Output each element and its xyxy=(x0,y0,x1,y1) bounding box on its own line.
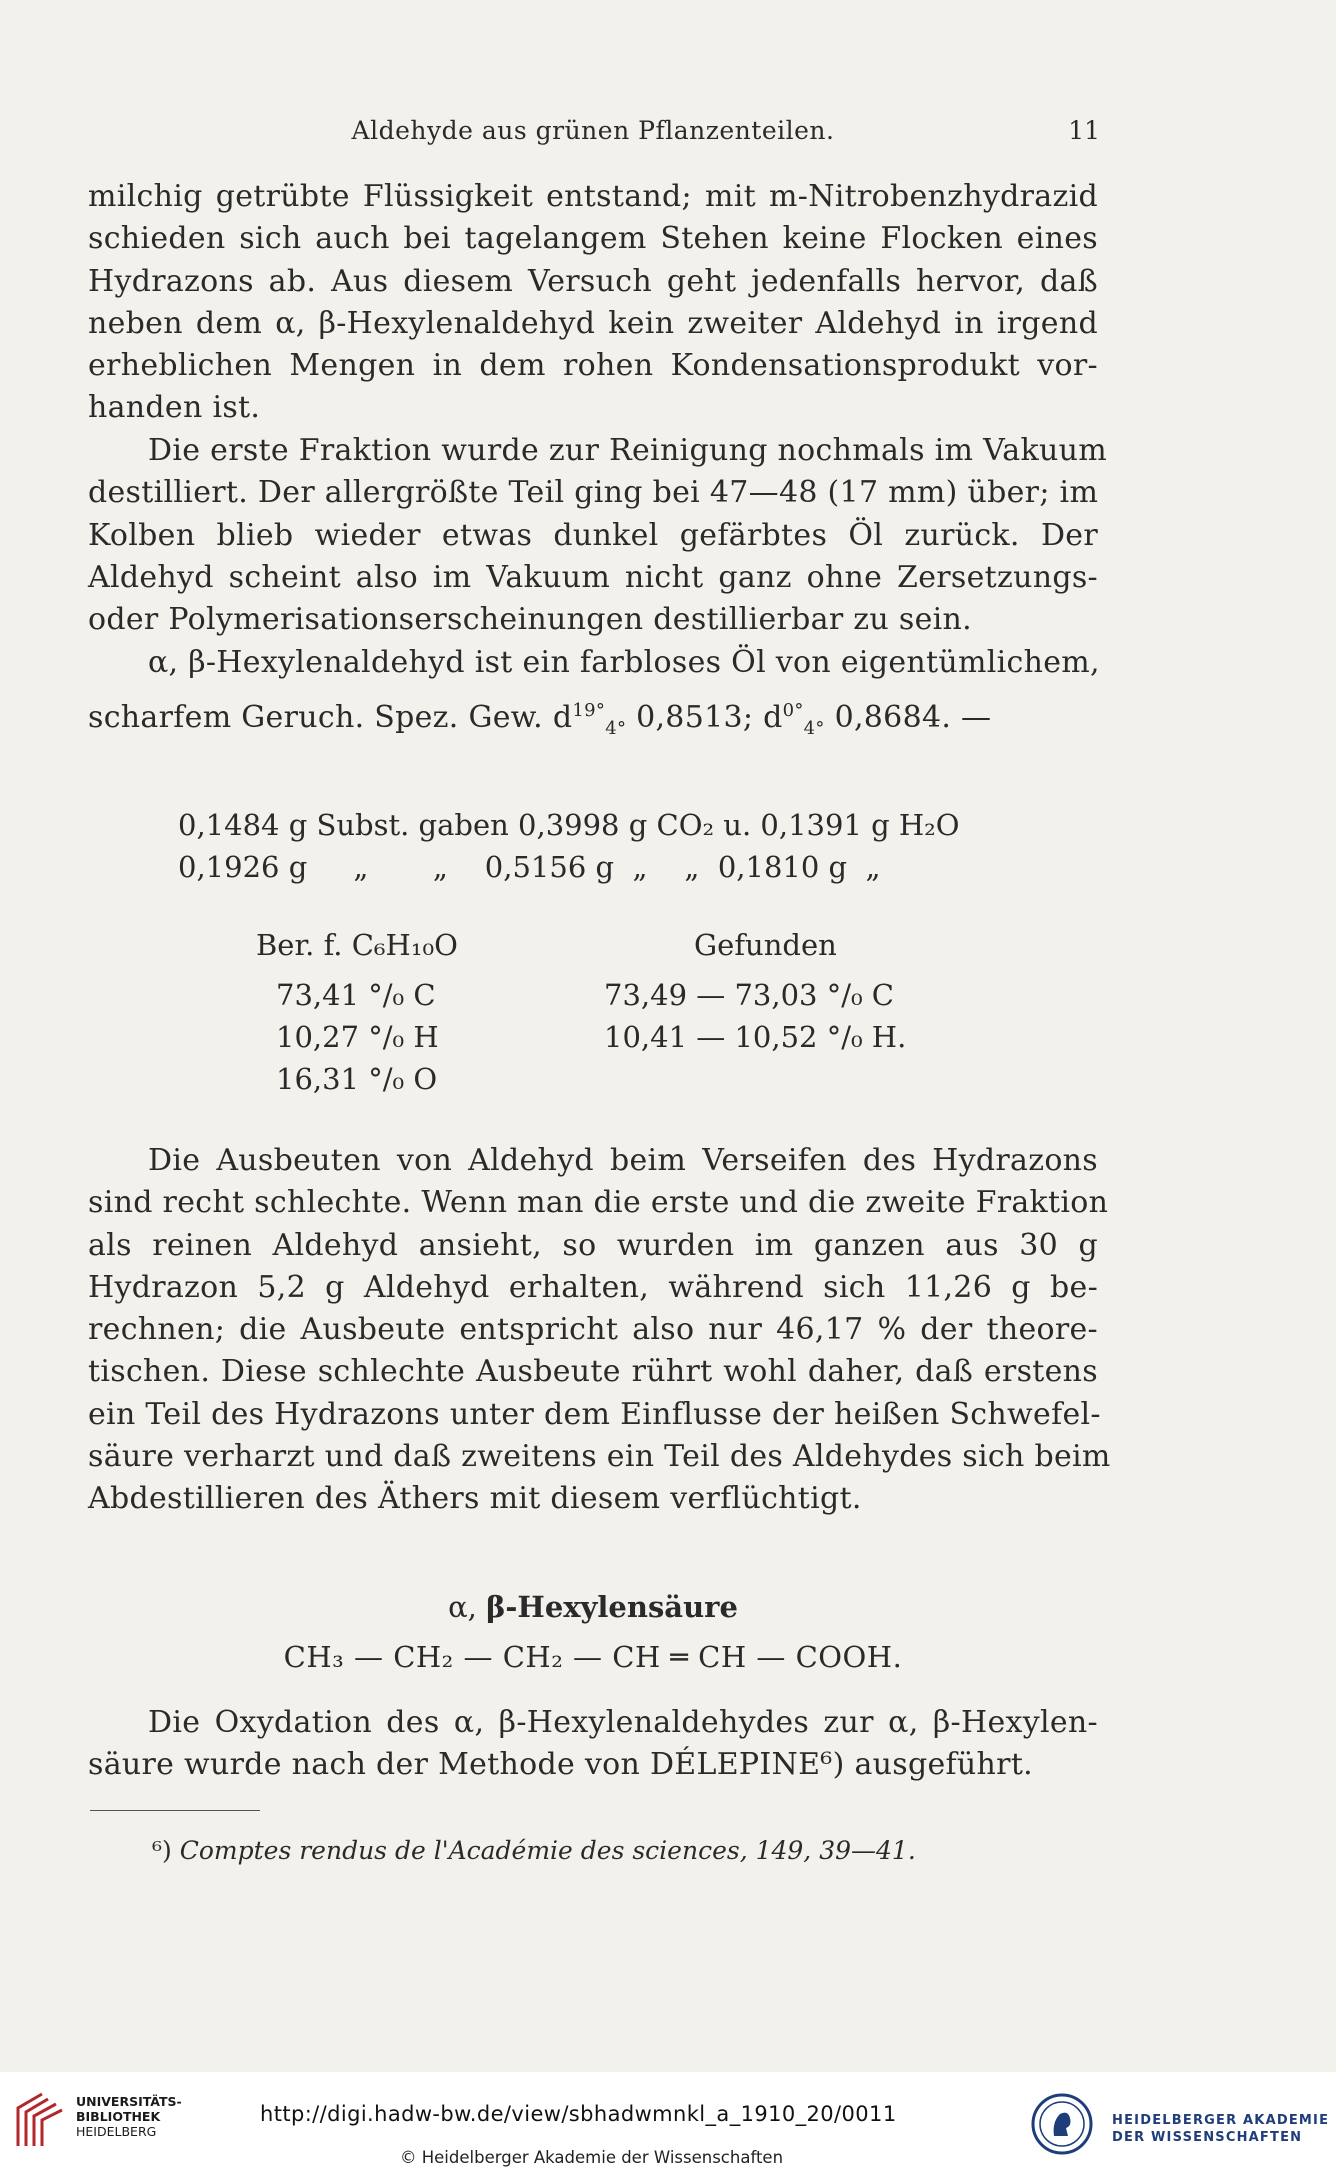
academy-name: HEIDELBERGER AKADEMIE DER WISSENSCHAFTEN xyxy=(1112,2113,1330,2145)
text-line: säure verharzt und daß zweitens ein Teil des Aldehydes sich beim xyxy=(88,1439,1111,1475)
paragraph-2 xyxy=(88,430,1107,641)
footnote-marker: ⁶) xyxy=(152,1836,172,1865)
density-ref-1: 4° xyxy=(605,718,627,740)
structural-formula: CH₃ — CH₂ — CH₂ — CH ═ CH — COOH. xyxy=(283,1640,903,1674)
text-line: sind recht schlechte. Wenn man die erste und die zweite Fraktion xyxy=(88,1185,1109,1221)
paragraph-3 xyxy=(88,642,1098,751)
paragraph-1 xyxy=(88,176,1098,430)
found-value: 10,41 — 10,52 °/₀ H. xyxy=(604,1020,907,1054)
density-ref-2: 4° xyxy=(803,718,825,740)
found-value: 73,49 — 73,03 °/₀ C xyxy=(604,978,894,1012)
running-title: Aldehyde aus grünen Pflanzenteilen. xyxy=(351,116,835,145)
text-line: α, β-Hexylenaldehyd ist ein farbloses Öl von eigentümlichem, xyxy=(148,645,1100,680)
paragraph-5 xyxy=(88,1702,1098,1787)
footer-bar xyxy=(0,2072,1336,2174)
text-line: rechnen; die Ausbeute entspricht also nur 46,17 % der theore- xyxy=(88,1312,1098,1348)
paragraph-4 xyxy=(88,1140,1111,1521)
copyright-notice: © Heidelberger Akademie der Wissenschaften xyxy=(400,2148,784,2167)
calc-header: Ber. f. C₆H₁₀O xyxy=(256,928,458,962)
text-line: als reinen Aldehyd ansieht, so wurden im ganzen aus 30 g xyxy=(88,1227,1098,1263)
footnote-text: Comptes rendus de l'Académie des sciences, 149, 39—41. xyxy=(171,1836,916,1865)
elemental-analysis xyxy=(178,804,960,888)
analysis-line-1: 0,1484 g Subst. gaben 0,3998 g CO₂ u. 0,1391 g H₂O xyxy=(178,808,960,842)
calc-value: 73,41 °/₀ C xyxy=(276,978,436,1012)
text-line: tischen. Diese schlechte Ausbeute rührt wohl daher, daß erstens xyxy=(88,1354,1098,1390)
text-line: Die Ausbeuten von Aldehyd beim Verseifen des Hydrazons xyxy=(148,1143,1098,1178)
section-heading: α, β-Hexylensäure xyxy=(448,1590,738,1624)
text-line: Abdestillieren des Äthers mit diesem verflüchtigt. xyxy=(88,1481,862,1517)
text-line: säure wurde nach der Methode von DÉLEPINE⁶) ausgeführt. xyxy=(88,1747,1034,1783)
density-temp-2: 0° xyxy=(782,700,804,722)
text-line: Kolben blieb wieder etwas dunkel gefärbtes Öl zurück. Der xyxy=(88,517,1098,553)
text-line: Die Oxydation des α, β-Hexylenaldehydes zur α, β-Hexylen- xyxy=(148,1705,1098,1740)
text-line: Hydrazon 5,2 g Aldehyd erhalten, während sich 11,26 g be- xyxy=(88,1269,1098,1305)
university-library-name: UNIVERSITÄTS- BIBLIOTHEK HEIDELBERG xyxy=(76,2094,182,2139)
permalink-url[interactable]: http://digi.hadw-bw.de/view/sbhadwmnkl_a_1910_20/0011 xyxy=(260,2102,897,2126)
section-title: β-Hexylensäure xyxy=(486,1590,738,1624)
text-line: ein Teil des Hydrazons unter dem Einflusse der heißen Schwefel- xyxy=(88,1396,1101,1432)
text-line: erheblichen Mengen in dem rohen Kondensationsprodukt vor- xyxy=(88,348,1098,384)
text-line: oder Polymerisationserscheinungen destillierbar zu sein. xyxy=(88,602,972,638)
found-header: Gefunden xyxy=(694,928,837,962)
text-line: neben dem α, β-Hexylenaldehyd kein zweiter Aldehyd in irgend xyxy=(88,305,1098,341)
text-line: schieden sich auch bei tagelangem Stehen keine Flocken eines xyxy=(88,221,1098,257)
text-line: Aldehyd scheint also im Vakuum nicht ganz ohne Zersetzungs- xyxy=(88,559,1098,595)
footnote-divider xyxy=(90,1810,260,1811)
page-number: 11 xyxy=(1068,116,1100,145)
academy-seal-icon xyxy=(1030,2092,1094,2156)
text-line: destilliert. Der allergrößte Teil ging bei 47—48 (17 mm) über; im xyxy=(88,475,1099,511)
analysis-line-2: 0,1926 g „ „ 0,5156 g „ „ 0,1810 g „ xyxy=(178,850,881,884)
text-line: Hydrazons ab. Aus diesem Versuch geht jedenfalls hervor, daß xyxy=(88,263,1098,299)
calc-value: 16,31 °/₀ O xyxy=(276,1062,438,1096)
footnote xyxy=(152,1836,916,1865)
text-line: Die erste Fraktion wurde zur Reinigung nochmals im Vakuum xyxy=(148,433,1107,468)
university-library-logo-icon xyxy=(12,2086,66,2154)
density-line: scharfem Geruch. Spez. Gew. $d^{19^\circ}_{4^\circ}$ 0,8513; $d^{0^\circ}_{4^\circ}$ 0,8684. — xyxy=(88,700,992,740)
text-line: handen ist. xyxy=(88,390,261,426)
density-temp-1: 19° xyxy=(572,700,606,722)
text-line: milchig getrübte Flüssigkeit entstand; mit m-Nitrobenzhydrazid xyxy=(88,179,1098,214)
calc-value: 10,27 °/₀ H xyxy=(276,1020,439,1054)
